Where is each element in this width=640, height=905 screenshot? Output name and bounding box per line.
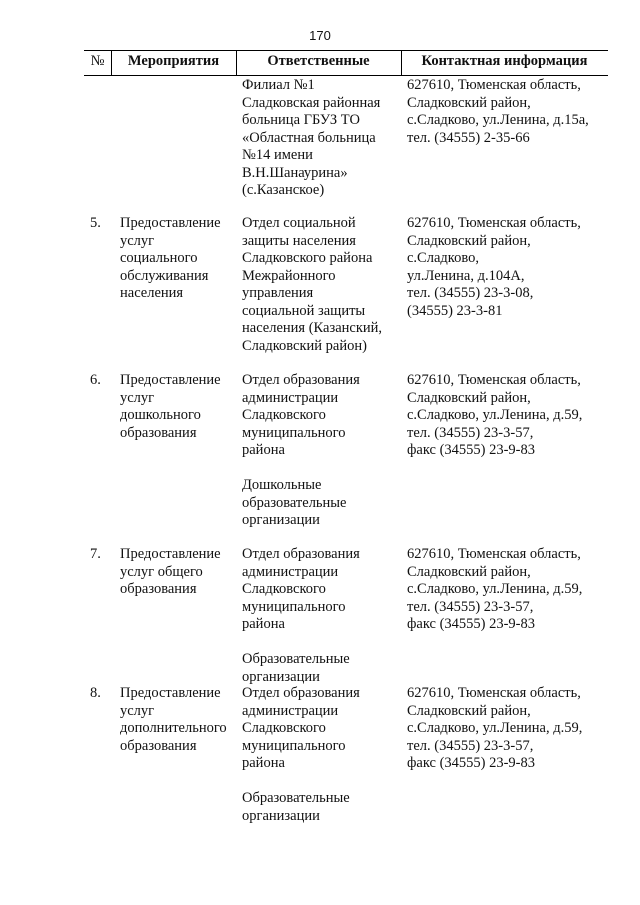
row-number: 7. xyxy=(90,546,101,562)
row-activity: Предоставление услуг дополнительного образования xyxy=(120,685,227,754)
row-activity: Предоставление услуг дошкольного образования xyxy=(120,372,221,441)
row-number: 5. xyxy=(90,215,101,231)
row-responsible: Отдел социальной защиты населения Сладковского района Межрайонного управления социальной защиты населения (Казанский, Сладковский район) xyxy=(242,215,383,354)
row-number: 8. xyxy=(90,685,101,701)
row-activity: Предоставление услуг социального обслуживания населения xyxy=(120,215,221,301)
row-contact: 627610, Тюменская область, Сладковский район, с.Сладково, ул.Ленина, д.59, тел. (34555) 23-3-57, факс (34555) 23-9-83 xyxy=(407,685,583,771)
header-responsible: Ответственные xyxy=(267,53,370,69)
page-number: 170 xyxy=(309,28,331,43)
row-contact: 627610, Тюменская область, Сладковский район, с.Сладково, ул.Ленина, д.15а, тел. (34555) 2-35-66 xyxy=(407,77,589,146)
row-number: 6. xyxy=(90,372,101,388)
header-number: № xyxy=(90,53,105,69)
row-contact: 627610, Тюменская область, Сладковский район, с.Сладково, ул.Ленина, д.104А, тел. (34555) 23-3-08, (34555) 23-3-81 xyxy=(407,215,581,319)
row-responsible: Отдел образования администрации Сладковского муниципального района Дошкольные образовательные организации xyxy=(242,372,360,528)
header-bottom-border xyxy=(84,75,608,76)
row-responsible: Отдел образования администрации Сладковского муниципального района Образовательные организации xyxy=(242,685,360,824)
row-contact: 627610, Тюменская область, Сладковский район, с.Сладково, ул.Ленина, д.59, тел. (34555) 23-3-57, факс (34555) 23-9-83 xyxy=(407,372,583,458)
row-responsible: Отдел образования администрации Сладковского муниципального района Образовательные организации xyxy=(242,546,360,685)
header-top-border xyxy=(84,50,608,51)
row-activity: Предоставление услуг общего образования xyxy=(120,546,221,597)
row-responsible: Филиал №1 Сладковская районная больница ГБУЗ ТО «Областная больница №14 имени В.Н.Шанаурина» (с.Казанское) xyxy=(242,77,381,198)
header-contact-info: Контактная информация xyxy=(421,53,588,69)
row-contact: 627610, Тюменская область, Сладковский район, с.Сладково, ул.Ленина, д.59, тел. (34555) 23-3-57, факс (34555) 23-9-83 xyxy=(407,546,583,632)
header-activities: Мероприятия xyxy=(127,53,220,69)
